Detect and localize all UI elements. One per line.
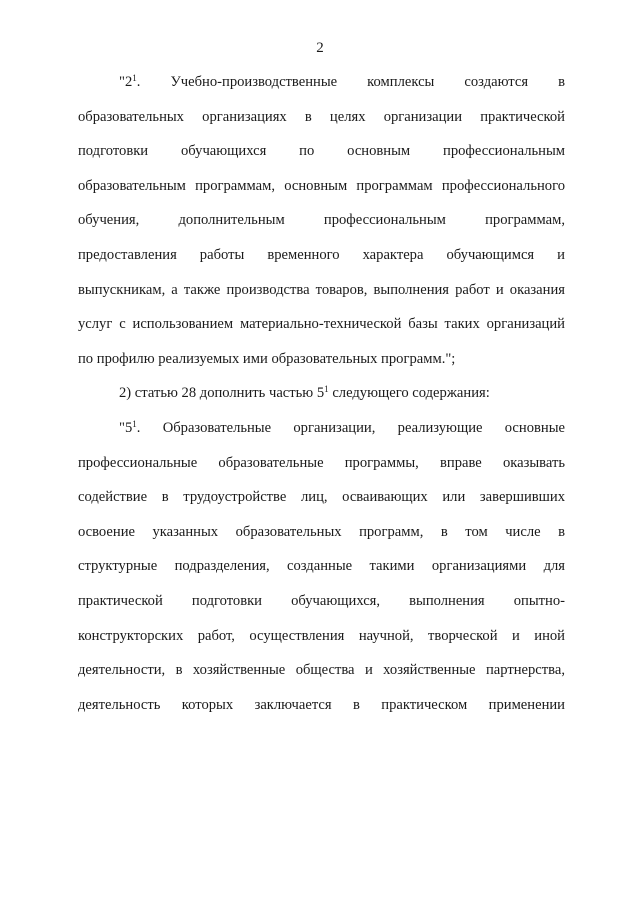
superscript: 1 xyxy=(132,73,137,83)
paragraph-part-5-1 xyxy=(78,419,565,730)
text-line: освоение указанных образовательных программ, в том числе в xyxy=(78,523,565,540)
text-line: обучения, дополнительным профессиональным программам, xyxy=(78,212,565,229)
text-line: образовательных организациях в целях организации практической xyxy=(78,108,565,125)
text-line: подготовки обучающихся по основным профессиональным xyxy=(78,143,565,160)
text-line: по профилю реализуемых ими образовательных программ."; xyxy=(78,350,456,367)
text-line: образовательным программам, основным программам профессионального xyxy=(78,177,565,194)
text-line: предоставления работы временного характера обучающимся и xyxy=(78,246,565,263)
paragraph-article-2-1 xyxy=(78,73,565,384)
line-text-pre: "5 xyxy=(119,419,133,436)
text-line: практической подготовки обучающихся, выполнения опытно- xyxy=(78,592,565,609)
text-line: деятельности, в хозяйственные общества и хозяйственные партнерства, xyxy=(78,662,565,679)
text-line: услуг с использованием материально-технической базы таких организаций xyxy=(78,316,565,333)
page-number: 2 xyxy=(316,40,324,56)
text-line: конструкторских работ, осуществления научной, творческой и иной xyxy=(78,627,565,644)
document-body xyxy=(78,73,565,730)
line-text-post: следующего содержания: xyxy=(328,385,490,402)
paragraph-amendment-article-28 xyxy=(78,384,565,419)
text-line: деятельность которых заключается в практическом применении xyxy=(78,696,565,713)
superscript: 1 xyxy=(132,418,137,429)
text-line xyxy=(78,73,565,108)
text-line: структурные подразделения, созданные такими организациями для xyxy=(78,558,565,575)
text-line: выпускникам, а также производства товаров, выполнения работ и оказания xyxy=(78,281,565,298)
text-line xyxy=(78,419,565,454)
line-text-pre: "2 xyxy=(119,74,133,90)
text-line: профессиональные образовательные программы, вправе оказывать xyxy=(78,454,565,471)
superscript: 1 xyxy=(324,384,329,395)
text-line: содействие в трудоустройстве лиц, осваивающих или завершивших xyxy=(78,489,565,506)
line-text-post: . Учебно-производственные комплексы создаются в xyxy=(136,74,565,90)
text-line xyxy=(78,384,565,419)
line-text-pre: 2) статью 28 дополнить частью 5 xyxy=(119,385,325,402)
line-text-post: . Образовательные организации, реализующие основные xyxy=(136,419,565,436)
